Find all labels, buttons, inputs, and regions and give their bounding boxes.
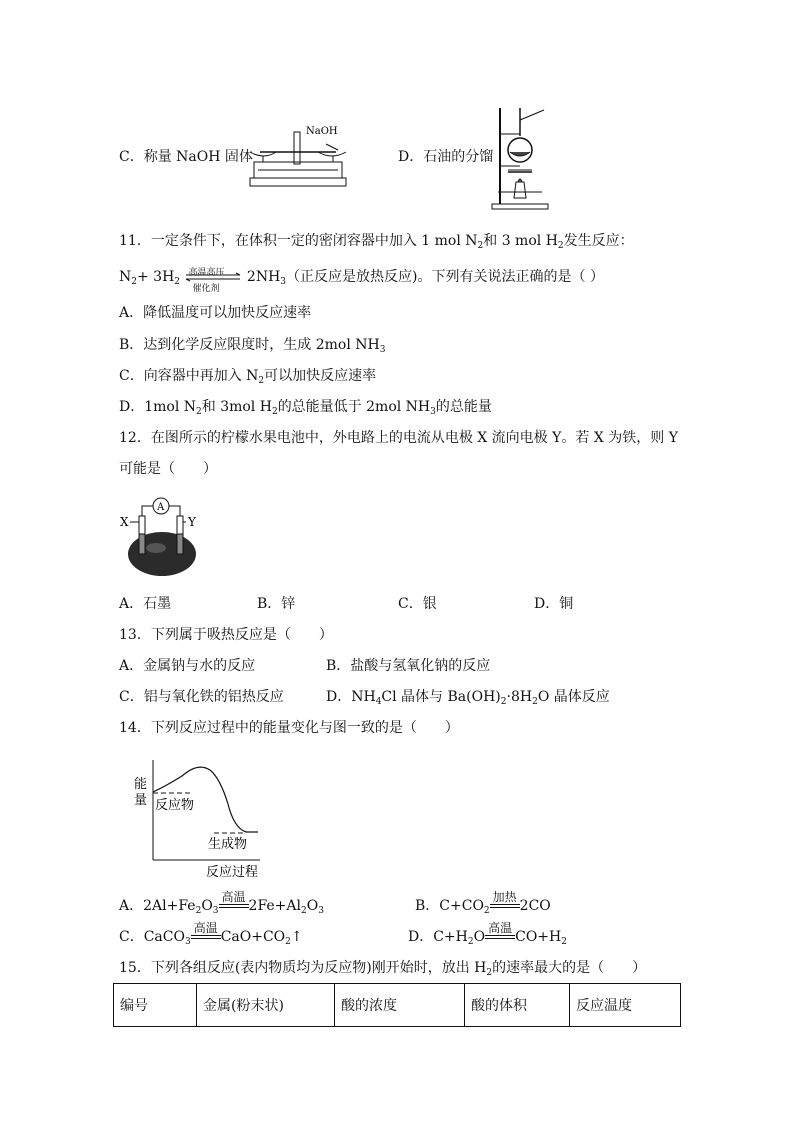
- lemon-battery-figure: [120, 490, 204, 580]
- header-cell: 金属(粉末状): [197, 984, 335, 1027]
- q13-option-a: A．金属钠与水的反应: [119, 658, 256, 674]
- balance-figure: [246, 122, 350, 188]
- reversible-arrow: 高温高压 催化剂: [184, 267, 242, 287]
- header-cell: 酸的浓度: [335, 984, 465, 1027]
- electrode-x-label: X: [120, 515, 129, 529]
- q11-option-d: D．1mol $N_2$和 3mol $H_2$的总能量低于 2mol $NH_3$的总能量: [119, 399, 492, 417]
- q11-option-c: C．向容器中再加入 $N_2$可以加快反应速率: [119, 368, 377, 386]
- process-axis-label: 反应过程: [206, 865, 259, 880]
- header-cell: 酸的体积: [465, 984, 570, 1027]
- q11-option-a: A．降低温度可以加快反应速率: [119, 305, 312, 321]
- header-cell: 编号: [114, 984, 197, 1027]
- q14-option-a: A．$2Al+Fe_2O_3$ 高温 $2Fe+Al_2O_3$: [119, 890, 324, 916]
- q15-stem: 15．下列各组反应(表内物质均为反应物)刚开始时，放出 $H_2$的速率最大的是（ ）: [119, 960, 647, 978]
- q10-option-d: D．石油的分馏: [398, 149, 494, 165]
- q14-stem: 14．下列反应过程中的能量变化与图一致的是（ ）: [119, 720, 459, 736]
- q12-option-a: A．石墨: [119, 596, 172, 612]
- energy-axis-label-1: 能: [134, 777, 148, 792]
- energy-diagram: [134, 756, 264, 880]
- q13-option-b: B．盐酸与氢氧化钠的反应: [326, 658, 491, 674]
- q12-option-b: B．锌: [257, 596, 296, 612]
- q14-option-c: C．CaCO$_3$ 高温 $CaO+CO_2↑$: [119, 921, 303, 947]
- q14-option-d: D．$C+H_2O$ 高温 $CO+H_2$: [408, 921, 567, 947]
- distillation-figure: [490, 106, 550, 210]
- product-label: 生成物: [208, 837, 248, 852]
- q12-stem-line1: 12．在图所示的柠檬水果电池中，外电路上的电流从电极 X 流向电极 Y。若 X 为铁，则 Y: [119, 430, 678, 446]
- energy-axis-label-2: 量: [134, 793, 148, 808]
- q11-option-b: B．达到化学反应限度时，生成 2mol $NH_3$: [119, 337, 386, 355]
- q11-equation: $N_2+ 3H_2$ 高温高压 催化剂 $2NH_3$（正反应是放热反应)。下列有关说法正确的是（ ）: [119, 268, 604, 294]
- header-cell: 反应温度: [570, 984, 681, 1027]
- reactant-label: 反应物: [155, 798, 195, 813]
- q13-option-c: C．铝与氧化铁的铝热反应: [119, 689, 284, 705]
- table-header-row: [114, 984, 681, 1027]
- q13-stem: 13．下列属于吸热反应是（ ）: [119, 627, 333, 643]
- q15-table: [113, 983, 681, 1027]
- electrode-y-label: Y: [188, 515, 196, 529]
- q12-option-d: D．铜: [534, 596, 574, 612]
- q14-option-b: B．$C+CO_2$ 加热 2CO: [415, 890, 551, 916]
- q12-option-c: C．银: [398, 596, 437, 612]
- ammeter-label: A: [157, 502, 165, 513]
- q12-stem-line2: 可能是（ ）: [119, 461, 217, 477]
- naoh-fig-label: NaOH: [306, 126, 338, 137]
- q10-option-c: C．称量 NaOH 固体: [119, 149, 253, 165]
- q11-stem-line1: 11．一定条件下，在体积一定的密闭容器中加入 1 mol $N_2$和 3 mol $H_2$发生反应：: [119, 233, 634, 251]
- q13-option-d: D．$NH_4Cl$ 晶体与 $Ba(OH)_2\cdot 8H_2O$ 晶体反应: [326, 689, 610, 707]
